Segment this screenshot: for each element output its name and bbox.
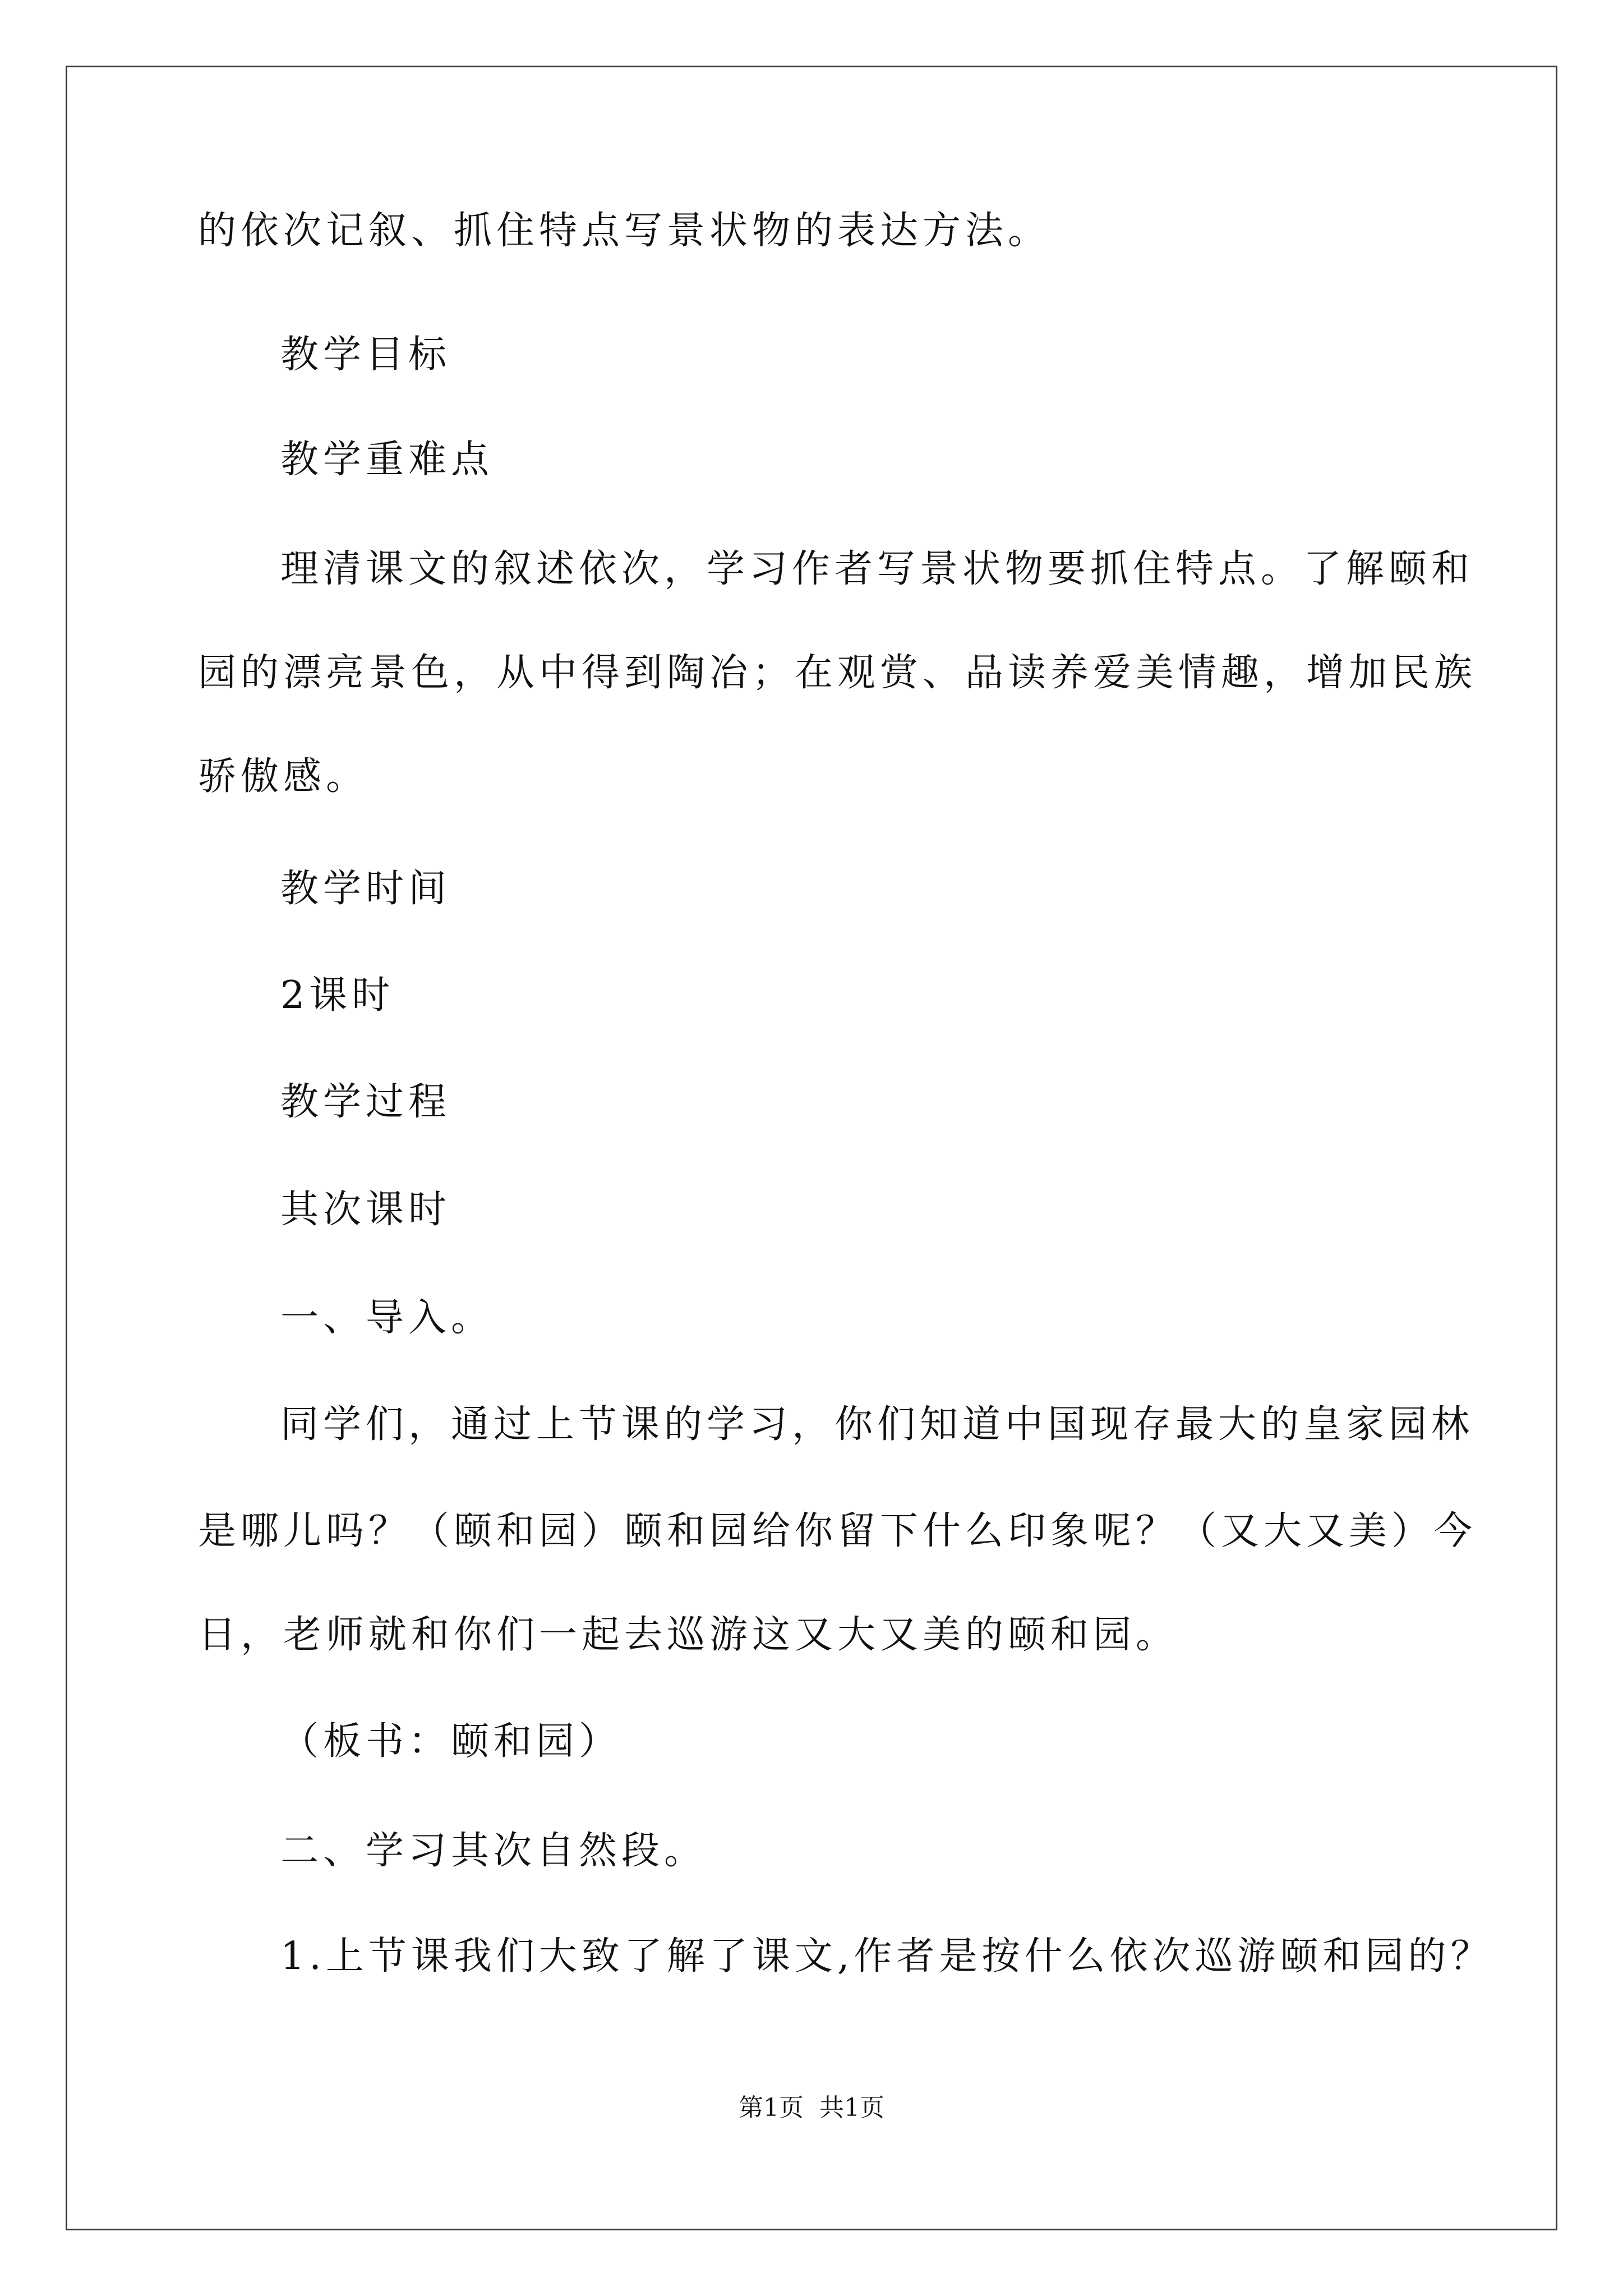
paragraph-line: 骄傲感。 [198,754,369,799]
section-heading: 二、学习其次自然段。 [280,1829,707,1873]
paragraph-line: 是哪儿吗？（颐和园）颐和园给你留下什么印象呢？（又大又美）今 [198,1509,1477,1553]
paragraph-line: 2课时 [280,973,395,1018]
paragraph-line: 1.上节课我们大致了解了课文,作者是按什么依次巡游颐和园的？ [280,1934,1493,1978]
paragraph-line: 的依次记叙、抓住特点写景状物的表达方法。 [198,209,1051,253]
section-heading: 教学重难点 [280,438,494,482]
section-heading: 教学过程 [280,1080,451,1124]
section-heading: 其次课时 [280,1188,451,1232]
paragraph-line: 园的漂亮景色，从中得到陶冶；在观赏、品读养爱美情趣，增加民族 [198,651,1477,695]
page-total: 共1页 [819,2093,884,2122]
page-border [66,66,1557,2230]
paragraph-line: 同学们，通过上节课的学习，你们知道中国现存最大的皇家园林 [280,1402,1474,1447]
paragraph-line: 日，老师就和你们一起去巡游这又大又美的颐和园。 [198,1613,1179,1657]
paragraph-line: （板书：颐和园） [280,1719,622,1764]
paragraph-line: 理清课文的叙述依次，学习作者写景状物要抓住特点。了解颐和 [280,547,1474,591]
page-number: 第1页 [739,2093,804,2122]
section-heading: 教学时间 [280,867,451,911]
section-heading: 教学目标 [280,333,451,377]
section-heading: 一、导入。 [280,1296,494,1340]
page-footer [0,2091,1623,2125]
